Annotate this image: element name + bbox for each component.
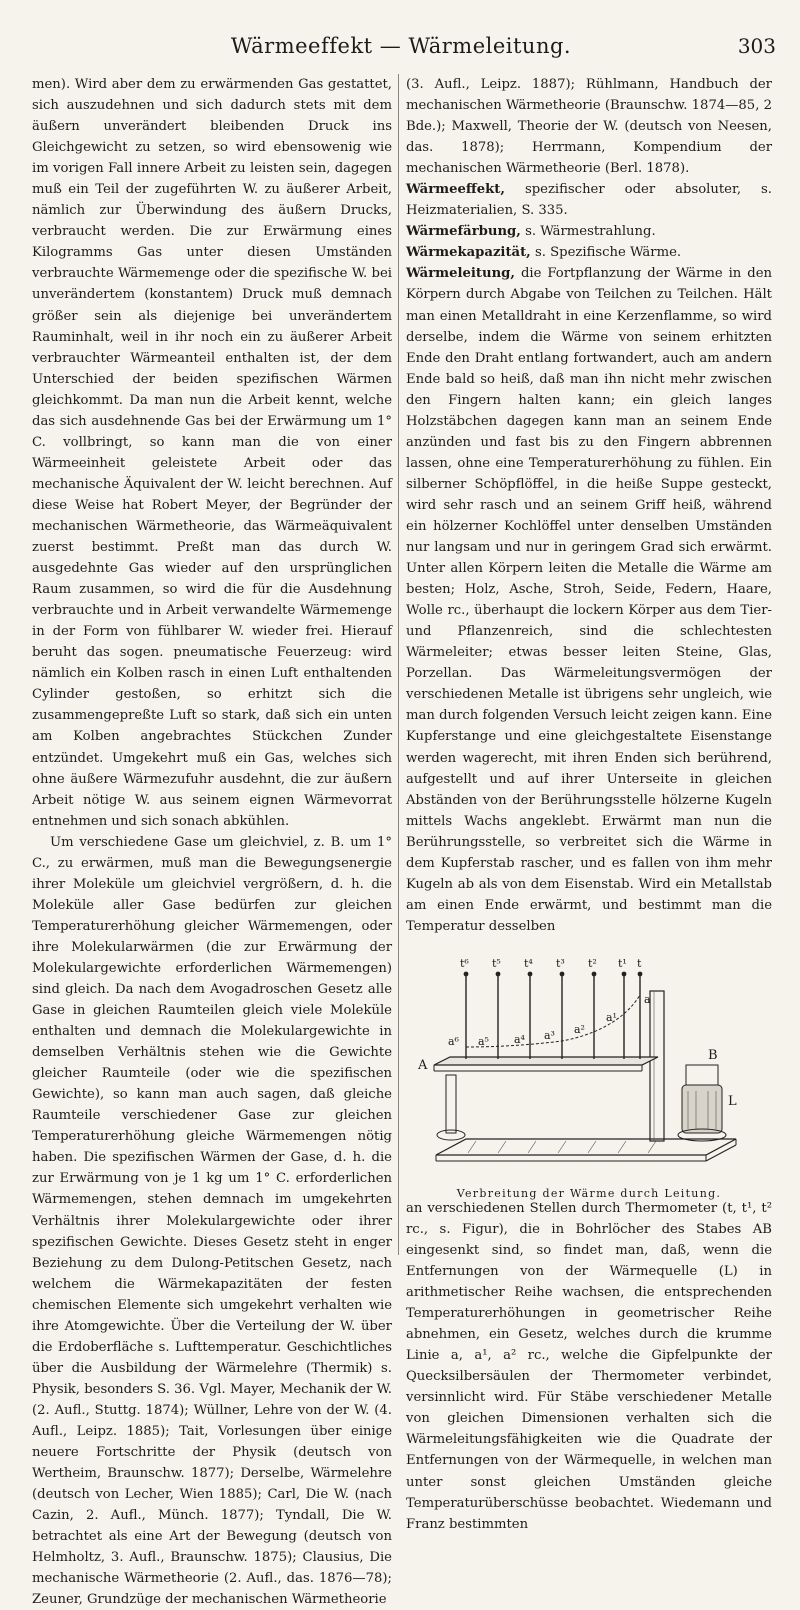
base-hatching [468,1141,656,1153]
lamp-top [686,1065,718,1085]
label-a4: a⁴ [514,1032,525,1046]
left-paragraph-2: Um verschiedene Gase um gleichviel, z. B. um 1° C., zu erwärmen, muß man die Bewegungsenergie ihrer Moleküle um gleichviel vergrößern, d. h. die Moleküle aller Gase bedürfen zur gleichen Temperaturerhöhung gleicher Wärmemengen, oder ihre Molekularwärmen (die zur Erwärmung der Molekulargewichte erforderlichen Wärmemengen) sind gleich. Da nach dem Avogadroschen Gesetz alle Gase in gleichen Raumteilen gleich viele Moleküle enthalten und demnach die Molekulargewichte in demselben Verhältnis stehen wie die Gewichte gleicher Raumteile (oder wie die spezifischen Gewichte), so kann man auch sagen, daß gleiche Raumteile verschiedener Gase zur gleichen Temperaturerhöhung gleiche Wärmemengen nötig haben. Die spezifischen Wärmen der Gase, d. h. die zur Erwärmung von je 1 kg um 1° C. erforderlichen Wärmemengen, stehen demnach im umgekehrten Verhältnis ihrer Molekulargewichte oder ihrer spezifischen Gewichte. Dieses Gesetz steht in enger Beziehung zu dem Dulong-Petitschen Gesetz, nach welchem die Wärmekapazitäten der festen chemischen Elemente sich umgekehrt verhalten wie ihre Atomgewichte. Über die Verteilung der W. über die Erdoberfläche s. Lufttemperatur. Geschichtliches über die Ausbildung der Wärmelehre (Thermik) s. Physik, besonders S. 36. Vgl. Mayer, Mechanik der W. (2. Aufl., Stuttg. 1874); Wüllner, Lehre von der W. (4. Aufl., Leipz. 1885); Tait, Vorlesungen über einige neuere Fortschritte der Physik (deutsch von Wertheim, Braunschw. 1877); Derselbe, Wärmelehre (deutsch von Lecher, Wien 1885); Carl, Die W. (nach Cazin, 2. Aufl., Münch. 1877); Tyndall, Die W. betrachtet als eine Art der Bewegung (deutsch von Helmholtz, 3. Aufl., Braunschw. 1875); Clausius, Die mechanische Wärmetheorie (2. Aufl., das. 1876—78); Zeuner, Grundzüge der mechanischen Wärmetheorie [32,834,392,1608]
entry-lemma: Wärmefärbung, [406,224,521,240]
label-A: A [418,1057,428,1073]
thermometer-bulbs [464,972,643,977]
label-t4: t⁴ [524,956,533,970]
entry-text: s. Wärmestrahlung. [525,224,656,240]
heat-conduction-figure [406,955,772,1198]
label-a1: a¹ [606,1010,617,1024]
figure-drawing [406,955,772,1181]
entry-lemma: Wärmekapazität, [406,245,531,261]
right-paragraph-1: (3. Aufl., Leipz. 1887); Rühlmann, Handbuch der mechanischen Wärmetheorie (Braunschw. 1874—85, 2 Bde.); Maxwell, Theorie der W. (deutsch von Neesen, das. 1878); Herrmann, Kompendium der mechanischen Wärmetheorie (Berl. 1878). [406,77,772,177]
page-number: 303 [737,34,776,58]
entry-waermeleitung [406,263,772,937]
left-paragraph-1: men). Wird aber dem zu erwärmenden Gas gestattet, sich auszudehnen und sich dadurch stets mit dem äußern unverändert bleibenden Druck ins Gleichgewicht zu setzen, so wird ebensowenig wie im vorigen Fall innere Arbeit zu leisten sein, dagegen muß ein Teil der zugeführten W. zu äußerer Arbeit, nämlich zur Überwindung des äußern Drucks, verbraucht werden. Die zur Erwärmung eines Kilogramms Gas unter diesen Umständen verbrauchte Wärmemenge oder die spezifische W. bei unverändertem (konstantem) Druck muß demnach größer sein als diejenige bei unverändertem Rauminhalt, weil in ihr noch ein zu äußerer Arbeit verbrauchter Wärmeanteil enthalten ist, der dem Unterschied der beiden spezifischen Wärmen gleichkommt. Da man nun die Arbeit kennt, welche das sich ausdehnende Gas bei der Erwärmung um 1° C. vollbringt, so kann man die von einer Wärmeeinheit geleistete Arbeit oder das mechanische Äquivalent der W. leicht berechnen. Auf diese Weise hat Robert Meyer, der Begründer der mechanischen Wärmetheorie, das Wärmeäquivalent zuerst bestimmt. Preßt man das durch W. ausgedehnte Gas wieder auf den ursprünglichen Raum zusammen, so wird die für die Ausdehnung verbrauchte und in Arbeit verwandelte Wärmemenge in der Form von fühlbarer W. wieder frei. Hierauf beruht das sogen. pneumatische Feuerzeug: wird nämlich ein Kolben rasch in einen Luft enthaltenden Cylinder gestoßen, so erhitzt sich die zusammengepreßte Luft so stark, daß sich ein unten am Kolben angebrachtes Stückchen Zunder entzündet. Umgekehrt muß ein Gas, welches sich ohne äußere Wärmezufuhr ausdehnt, die zur äußern Arbeit nötige W. aus seinem eignen Wärmevorrat entnehmen und sich sonach abkühlen. [32,77,392,829]
right-paragraph-2: an verschiedenen Stellen durch Thermometer (t, t¹, t² rc., s. Figur), die in Bohrlöcher des Stabes AB eingesenkt sind, so findet man, daß, wenn die Entfernungen von der Wärmequelle (L) in arithmetischer Reihe wachsen, die entsprechenden Temperaturerhöhungen in geometrischer Reihe abnehmen, ein Gesetz, welches durch die krumme Linie a, a¹, a² rc., welche die Gipfelpunkte der Quecksilbersäulen der Thermometer verbindet, versinnlicht wird. Für Stäbe verschiedener Metalle von gleichen Dimensionen verhalten sich die Wärmeleitungsfähigkeiten wie die Quadrate der Entfernungen von der Wärmequelle, in welchen man unter sonst gleichen Umständen gleiche Temperaturüberschüsse beobachtet. Wiedemann und Franz bestimmten [406,1200,772,1532]
label-L: L [728,1093,737,1109]
page-header [20,34,782,68]
figure-caption: Verbreitung der Wärme durch Leitung. [456,1186,722,1200]
base-board [436,1139,736,1155]
label-t6: t⁶ [460,956,469,970]
left-column [32,74,392,1610]
label-a6: a⁶ [448,1034,459,1048]
label-a2: a² [574,1022,585,1036]
vertical-stand [650,991,664,1141]
entry-text: spezifischer oder absoluter, s. Heizmaterialien, S. 335. [406,182,772,219]
entry-lemma: Wärmeeffekt, [406,182,505,198]
label-t3: t³ [556,956,565,970]
label-B: B [708,1047,718,1063]
entry-text: die Fortpflanzung der Wärme in den Körpern durch Abgabe von Teilchen zu Teilchen. Hält man einen Metalldraht in eine Kerzenflamme, so wird derselbe, indem die Wärme von seinem erhitzten Ende den Draht entlang fortwandert, auch am andern Ende bald so heiß, daß man ihn nicht mehr zwischen den Fingern halten kann; ein gleich langes Holzstäbchen dagegen kann man an seinem Ende anzünden und fast bis zu den Fingern abbrennen lassen, ohne eine Temperaturerhöhung zu fühlen. Ein silberner Schöpflöffel, in die heiße Suppe gesteckt, wird sehr rasch und an seinem Griff heiß, während ein hölzerner Kochlöffel unter denselben Umständen nur langsam und nur in geringem Grad sich erwärmt. Unter allen Körpern leiten die Metalle die Wärme am besten; Holz, Asche, Stroh, Seide, Federn, Haare, Wolle rc., überhaupt die lockern Körper aus dem Tier- und Pflanzenreich, sind die schlechtesten Wärmeleiter; etwas besser leiten Steine, Glas, Porzellan. Das Wärmeleitungsvermögen der verschiedenen Metalle ist übrigens sehr ungleich, wie man durch folgenden Versuch leicht zeigen kann. Eine Kupferstange und eine gleichgestaltete Eisenstange werden wagerecht, mit ihren Enden sich berührend, aufgestellt und auf ihrer Unterseite in gleichen Abständen von der Berührungsstelle hölzerne Kugeln mittels Wachs angeklebt. Erwärmt man nun die Berührungsstelle, so verbreitet sich die Wärme in dem Kupferstab rascher, und es fallen von ihm mehr Kugeln ab als von dem Eisenstab. Wird ein Metallstab am einen Ende erwärmt, und bestimmt man die Temperatur desselben [406,266,772,934]
right-column [406,74,772,1535]
label-a5: a⁵ [478,1034,489,1048]
entry-text: s. Spezifische Wärme. [534,245,682,261]
entry-waermeeffekt [406,179,772,221]
label-t: t [637,956,642,970]
clamp-post [446,1075,456,1133]
running-title: Wärmeeffekt — Wärmeleitung. [230,34,572,58]
label-a3: a³ [544,1028,555,1042]
label-t5: t⁵ [492,956,501,970]
label-t2: t² [588,956,597,970]
entry-lemma: Wärmeleitung, [406,266,515,282]
label-a: a [644,992,651,1006]
column-divider [398,74,399,1255]
clamp-foot [437,1130,465,1140]
entry-waermefaerbung [406,221,772,242]
label-t1: t¹ [618,956,627,970]
entry-waermekapazitaet [406,242,772,263]
